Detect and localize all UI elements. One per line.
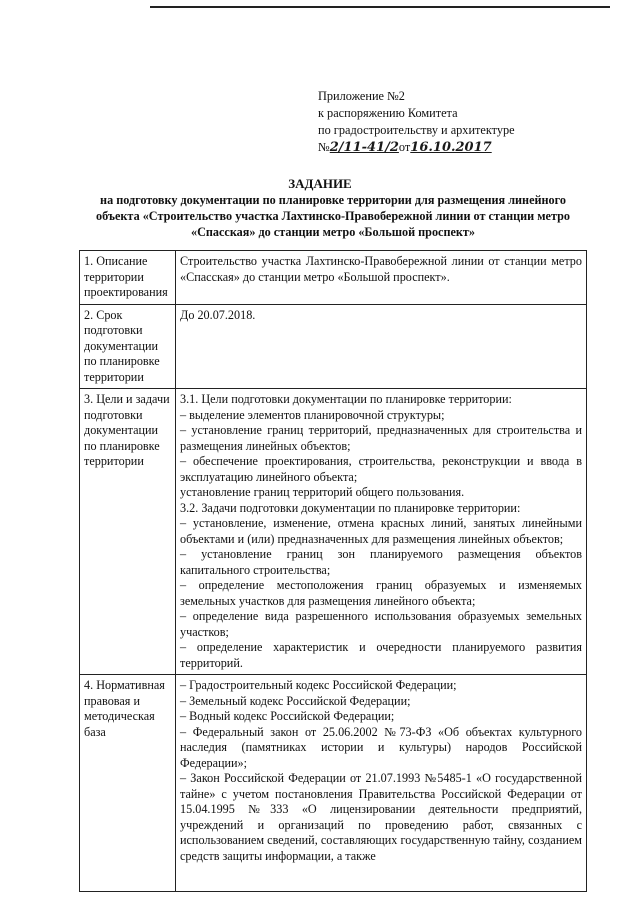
appendix-number-line — [318, 139, 515, 156]
appendix-line-3: по градостроительству и архитектуре — [318, 123, 515, 137]
content-line: – Градостроительный кодекс Российской Федерации; — [180, 678, 457, 692]
appendix-line-1: Приложение №2 — [318, 89, 405, 103]
content-line: – Земельный кодекс Российской Федерации; — [180, 693, 411, 708]
content-line: 3.1. Цели подготовки документации по планировке территории: — [180, 392, 512, 406]
appendix-line-2: к распоряжению Комитета — [318, 106, 458, 120]
document-subtitle: на подготовку документации по планировке территории для размещения линейного объекта «Строительство участка Лахтинско-Правобережной линии от станции метро «Спасская» до станции метро «Большой проспект» — [96, 193, 570, 239]
row-content — [176, 304, 587, 389]
row-label: 1. Описание территории проектирования — [80, 251, 176, 305]
content-line: – определение вида разрешенного использования образуемых земельных участков; — [180, 609, 582, 639]
table-row — [80, 251, 587, 305]
table-row — [80, 389, 587, 675]
table-row — [80, 675, 587, 892]
content-line: – установление границ зон планируемого размещения объектов капитального строительства; — [180, 547, 582, 577]
content-line: Строительство участка Лахтинско-Правобережной линии от станции метро «Спасская» до станции метро «Большой проспект». — [180, 254, 582, 284]
row-content — [176, 675, 587, 892]
content-line: – Водный кодекс Российской Федерации; — [180, 709, 395, 723]
table-row — [80, 304, 587, 389]
content-line: – определение характеристик и очередности планируемого развития территорий. — [180, 640, 582, 670]
handwritten-date: 16.10.2017 — [410, 140, 492, 155]
row-label: 4. Нормативная правовая и методическая база — [80, 675, 176, 892]
content-line: – установление, изменение, отмена красных линий, занятых линейными объектами и (или) предназначенных для размещения линейных объектов; — [180, 516, 582, 546]
number-prefix: № — [318, 140, 330, 154]
row-label: 2. Срок подготовки документации по планировке территории — [80, 304, 176, 389]
content-line: – установление границ территорий, предназначенных для строительства и размещения линейных объектов; — [180, 423, 582, 453]
scan-top-edge-line — [150, 6, 610, 8]
row-content — [176, 251, 587, 305]
document-title: ЗАДАНИЕ — [288, 176, 352, 191]
task-table — [79, 250, 587, 892]
content-line: – определение местоположения границ образуемых и изменяемых земельных участков для размещения линейного объекта; — [180, 578, 582, 608]
date-prefix: от — [398, 140, 411, 154]
handwritten-number: 2/11-41/2 — [329, 140, 399, 155]
row-content — [176, 389, 587, 675]
content-line: 3.2. Задачи подготовки документации по планировке территории: — [180, 500, 521, 515]
content-line: До 20.07.2018. — [180, 307, 256, 322]
content-line: – Закон Российской Федерации от 21.07.1993 №5485-1 «О государственной тайне» с учетом постановления Правительства Российской Федерации от 15.04.1995 №333 «О лицензировании деятельности предприятий, учреждений и организаций по проведению работ, связанных с использованием сведений, составляющих государственную тайну, созданием средств защиты информации, а также — [180, 771, 582, 863]
row-label: 3. Цели и задачи подготовки документации по планировке территории — [80, 389, 176, 675]
appendix-header — [318, 88, 515, 156]
content-line: – выделение элементов планировочной структуры; — [180, 407, 445, 422]
content-line: – обеспечение проектирования, строительства, реконструкции и ввода в эксплуатацию линейного объекта; — [180, 454, 582, 484]
content-line: установление границ территорий общего пользования. — [180, 485, 465, 499]
content-line: – Федеральный закон от 25.06.2002 №73-ФЗ «Об объектах культурного наследия (памятниках истории и культуры) народов Российской Федерации»; — [180, 724, 582, 770]
